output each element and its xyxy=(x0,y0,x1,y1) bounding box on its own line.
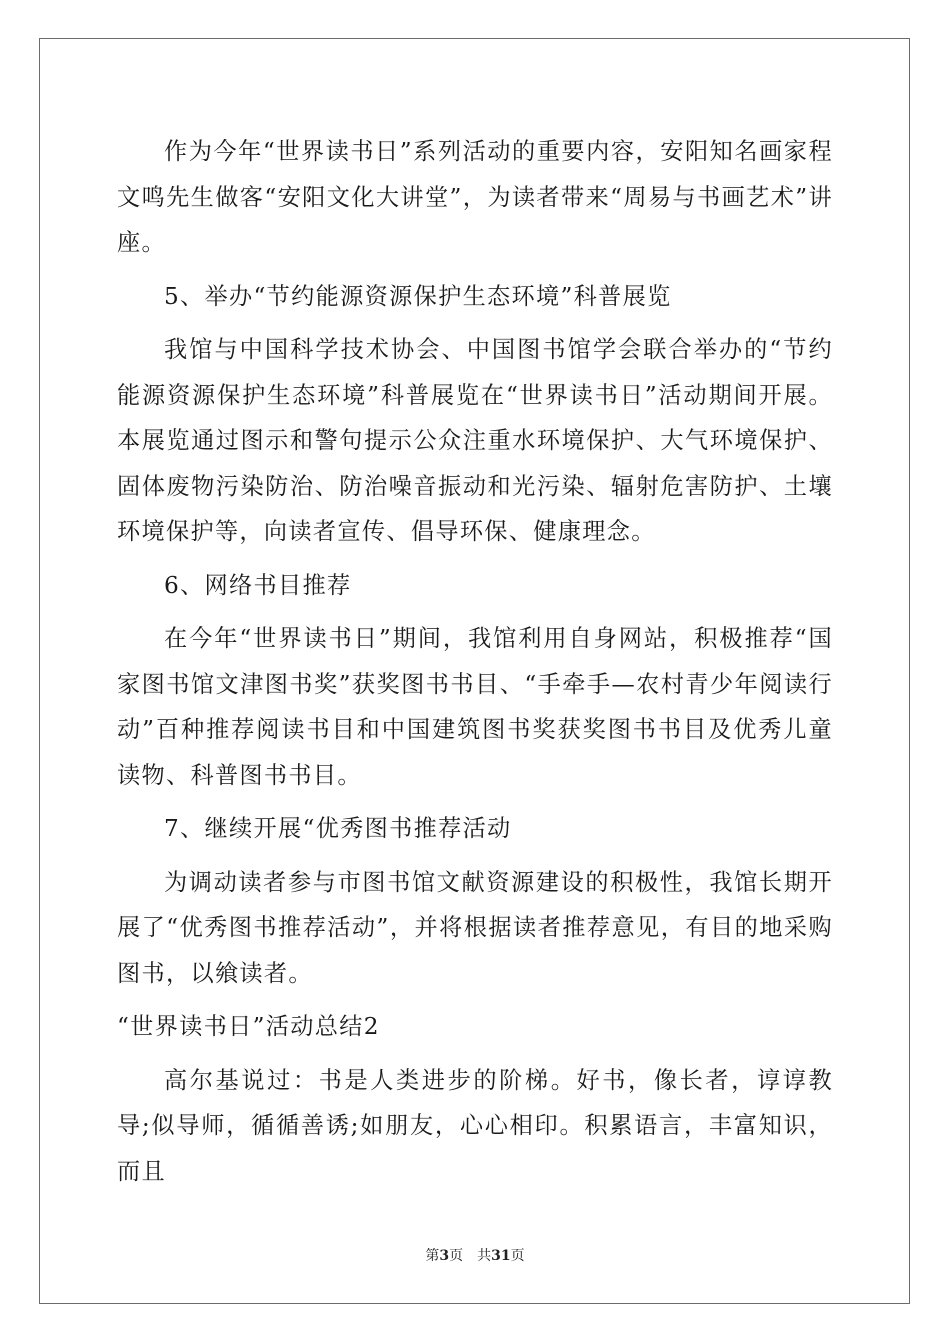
paragraph-recommend-activity: 为调动读者参与市图书馆文献资源建设的积极性，我馆长期开展了“优秀图书推荐活动”，并将根据读者推荐意见，有目的地采购图书，以飨读者。 xyxy=(117,868,833,987)
document-body xyxy=(117,129,833,1202)
total-prefix: 共 xyxy=(477,1248,492,1264)
page-footer xyxy=(0,1245,950,1265)
total-pages: 31 xyxy=(491,1248,511,1264)
section-title: “世界读书日”活动总结2 xyxy=(117,1013,380,1040)
heading-item-7: 7、继续开展“优秀图书推荐活动 xyxy=(164,815,512,842)
paragraph-lecture: 作为今年“世界读书日”系列活动的重要内容，安阳知名画家程文鸣先生做客“安阳文化大讲堂”，为读者带来“周易与书画艺术”讲座。 xyxy=(117,138,833,256)
total-suffix: 页 xyxy=(510,1248,525,1264)
paragraph-book-recommend: 在今年“世界读书日”期间，我馆利用自身网站，积极推荐“国家图书馆文津图书奖”获奖图书书目、“手牵手—农村青少年阅读行动”百种推荐阅读书目和中国建筑图书奖获奖图书书目及优秀儿童读物、科普图书书目。 xyxy=(117,625,833,789)
paragraph-exhibition: 我馆与中国科学技术协会、中国图书馆学会联合举办的“节约能源资源保护生态环境”科普展览在“世界读书日”活动期间开展。本展览通过图示和警句提示公众注重水环境保护、大气环境保护、固体废物污染防治、防治噪音振动和光污染、辐射危害防护、土壤环境保护等，向读者宣传、倡导环保、健康理念。 xyxy=(117,336,833,545)
page-prefix: 第 xyxy=(425,1248,440,1264)
heading-item-5: 5、举办“节约能源资源保护生态环境”科普展览 xyxy=(164,282,672,310)
page-suffix: 页 xyxy=(449,1248,464,1264)
page-number: 3 xyxy=(439,1248,450,1264)
heading-item-6: 6、网络书目推荐 xyxy=(164,571,352,599)
paragraph-gorky: 高尔基说过：书是人类进步的阶梯。好书，像长者，谆谆教导;似导师，循循善诱;如朋友，心心相印。积累语言，丰富知识，而且 xyxy=(117,1066,833,1185)
